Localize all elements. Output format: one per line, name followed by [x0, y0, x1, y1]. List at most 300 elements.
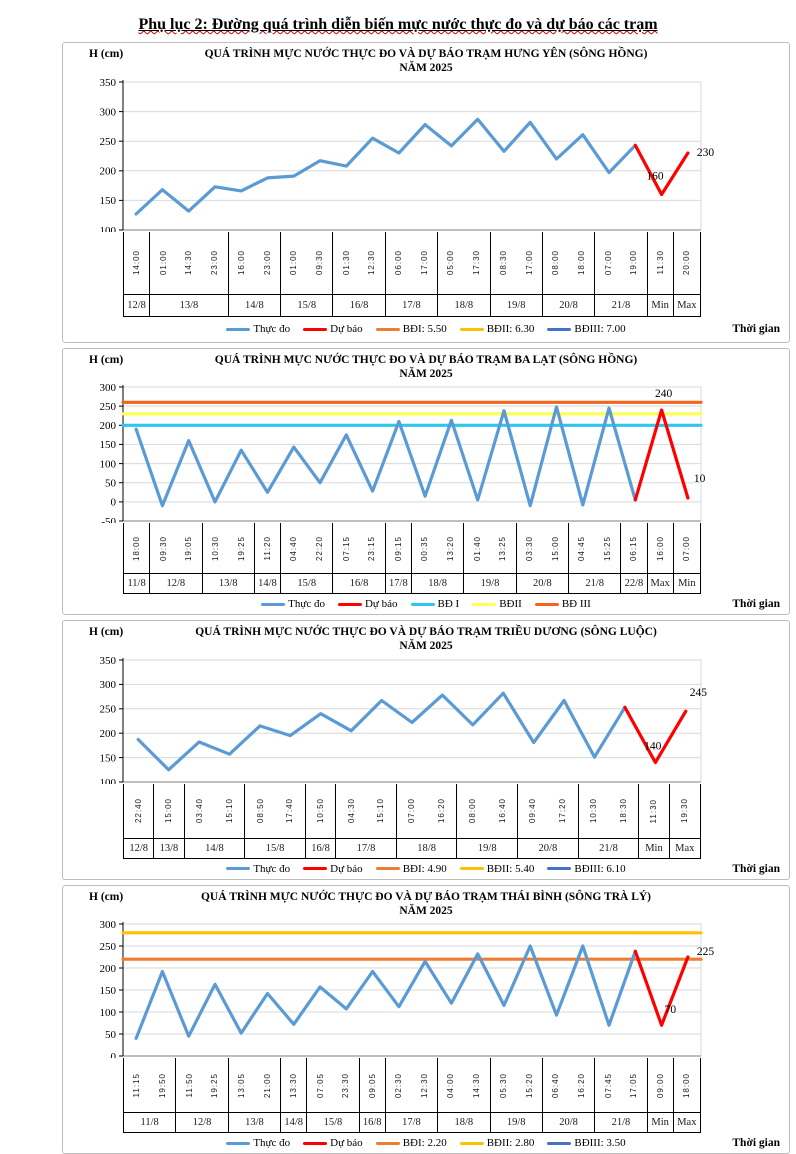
- time-tick-label: 04:30: [346, 798, 356, 824]
- x-axis-group: [307, 1058, 359, 1132]
- time-tick-label: 09:05: [367, 1072, 377, 1098]
- legend-item: BĐII: 5.40: [460, 863, 535, 875]
- time-tick-label: 00:35: [420, 535, 430, 561]
- time-tick-label: 21:00: [262, 1072, 272, 1098]
- date-tick-label: 11/8: [124, 573, 149, 593]
- legend: [63, 859, 789, 879]
- legend: [63, 1133, 789, 1153]
- legend-item: Dự báo: [303, 1137, 363, 1149]
- time-tick-label: 08:30: [498, 250, 508, 276]
- date-tick-label: 17/8: [336, 838, 396, 858]
- y-axis-label: H (cm): [89, 890, 124, 903]
- chart-header: [63, 349, 789, 381]
- date-tick-label: 16/8: [360, 1112, 385, 1132]
- legend-line-swatch: [460, 1142, 484, 1145]
- time-tick-label: 13:20: [445, 535, 455, 561]
- chart-title: QUÁ TRÌNH MỰC NƯỚC THỰC ĐO VÀ DỰ BÁO TRẠM HƯNG YÊN (SÔNG HỒNG): [204, 48, 648, 60]
- y-axis-label: H (cm): [89, 48, 124, 60]
- x-axis-group: [595, 1058, 647, 1132]
- legend-line-swatch: [411, 603, 435, 606]
- x-axis-group: [360, 1058, 386, 1132]
- chart-subtitle: NĂM 2025: [399, 904, 453, 917]
- x-axis-group: [150, 523, 202, 593]
- svg-text:225: 225: [696, 946, 715, 959]
- time-tick-label: 01:00: [158, 250, 168, 276]
- x-axis-group: [124, 232, 150, 316]
- time-tick-label: 17:40: [285, 798, 295, 824]
- svg-text:300: 300: [99, 919, 116, 932]
- svg-text:150: 150: [99, 752, 116, 765]
- time-tick-label: 16:20: [576, 1072, 586, 1098]
- date-tick-label: 13/8: [150, 294, 228, 316]
- time-tick-label: 12:30: [367, 250, 377, 276]
- date-tick-label: 19/8: [464, 573, 515, 593]
- svg-text:150: 150: [99, 439, 116, 452]
- time-tick-label: 01:40: [472, 535, 482, 561]
- legend-items: [226, 863, 625, 875]
- time-tick-label: 13:25: [498, 535, 508, 561]
- time-tick-label: 08:00: [551, 250, 561, 276]
- plot-area: [63, 917, 789, 1058]
- plot-area: [63, 75, 789, 232]
- legend-line-swatch: [376, 1142, 400, 1145]
- date-tick-label: 11/8: [124, 1112, 175, 1132]
- time-tick-label: 11:30: [655, 250, 665, 275]
- time-tick-label: 08:00: [467, 798, 477, 824]
- time-tick-label: 22:40: [134, 798, 144, 824]
- time-tick-label: 07:00: [682, 535, 692, 561]
- date-tick-label: 20/8: [517, 573, 568, 593]
- x-axis-group: [438, 232, 490, 316]
- legend-line-swatch: [226, 328, 250, 331]
- x-axis-group: [674, 1058, 700, 1132]
- x-axis-group: [229, 232, 281, 316]
- legend-line-swatch: [303, 1142, 327, 1145]
- x-axis-group: [464, 523, 516, 593]
- x-axis-group: [674, 232, 700, 316]
- legend-item: BĐ I: [411, 598, 460, 610]
- legend-line-swatch: [376, 867, 400, 870]
- x-axis-group: [648, 1058, 674, 1132]
- time-tick-label: 10:30: [589, 798, 599, 824]
- svg-text:240: 240: [654, 388, 673, 401]
- x-axis-group: [621, 523, 647, 593]
- svg-text:200: 200: [99, 420, 116, 433]
- date-tick-label: 19/8: [491, 294, 542, 316]
- date-tick-label: 14/8: [185, 838, 245, 858]
- chart-header: [63, 43, 789, 75]
- date-tick-label: 12/8: [176, 1112, 227, 1132]
- date-tick-label: Max: [674, 1112, 700, 1132]
- time-tick-label: 22:20: [315, 535, 325, 561]
- date-tick-label: 18/8: [438, 1112, 489, 1132]
- x-axis-group: [670, 784, 700, 858]
- x-axis-group: [306, 784, 336, 858]
- chart-box-3: [62, 620, 790, 880]
- svg-text:0: 0: [110, 1051, 116, 1059]
- date-tick-label: 14/8: [255, 573, 280, 593]
- date-tick-label: 12/8: [124, 838, 153, 858]
- x-axis-group: [124, 784, 154, 858]
- legend-line-swatch: [303, 867, 327, 870]
- time-tick-label: 15:20: [524, 1072, 534, 1098]
- time-tick-label: 15:10: [224, 798, 234, 824]
- time-tick-label: 11:20: [262, 535, 272, 561]
- time-tick-label: 14:00: [132, 250, 142, 276]
- chart-box-1: [62, 42, 790, 343]
- time-tick-label: 07:00: [603, 250, 613, 276]
- time-tick-label: 18:00: [682, 1072, 692, 1098]
- legend-line-swatch: [226, 867, 250, 870]
- x-axis-group: [386, 1058, 438, 1132]
- date-tick-label: 13/8: [203, 573, 254, 593]
- time-tick-label: 09:30: [315, 250, 325, 276]
- svg-text:150: 150: [99, 194, 116, 207]
- charts-container: [0, 42, 796, 1154]
- time-tick-label: 17:05: [629, 1072, 639, 1098]
- x-axis-group: [639, 784, 669, 858]
- date-tick-label: Max: [674, 294, 700, 316]
- svg-text:230: 230: [696, 146, 715, 159]
- x-axis-group: [255, 523, 281, 593]
- legend-line-swatch: [303, 328, 327, 331]
- time-tick-label: 18:30: [618, 798, 628, 824]
- x-axis-group: [124, 1058, 176, 1132]
- date-tick-label: 19/8: [491, 1112, 542, 1132]
- x-axis-group: [229, 1058, 281, 1132]
- time-tick-label: 07:00: [407, 798, 417, 824]
- date-tick-label: 13/8: [154, 838, 183, 858]
- plot-svg: [63, 917, 791, 1058]
- chart-title: QUÁ TRÌNH MỰC NƯỚC THỰC ĐO VÀ DỰ BÁO TRẠM THÁI BÌNH (SÔNG TRÀ LÝ): [200, 890, 652, 903]
- date-tick-label: Min: [674, 573, 700, 593]
- x-axis-group: [517, 523, 569, 593]
- time-tick-label: 15:00: [164, 798, 174, 824]
- time-tick-label: 13:30: [289, 1072, 299, 1098]
- legend-item: BĐI: 2.20: [376, 1137, 447, 1149]
- x-axis-group: [518, 784, 579, 858]
- x-axis-group: [336, 784, 397, 858]
- time-tick-label: 01:30: [341, 250, 351, 276]
- svg-text:160: 160: [646, 170, 664, 183]
- date-tick-label: 18/8: [412, 573, 463, 593]
- legend-item: Thực đo: [226, 863, 290, 875]
- time-tick-label: 04:40: [289, 535, 299, 561]
- time-tick-label: 16:00: [237, 250, 247, 276]
- x-axis-group: [543, 1058, 595, 1132]
- time-tick-label: 19:05: [184, 535, 194, 561]
- svg-text:0: 0: [110, 496, 116, 509]
- time-tick-label: 06:00: [394, 250, 404, 276]
- svg-text:-50: -50: [101, 515, 116, 524]
- svg-text:250: 250: [99, 135, 116, 148]
- x-axis-group: [245, 784, 306, 858]
- svg-text:100: 100: [99, 458, 116, 471]
- legend-line-swatch: [460, 328, 484, 331]
- time-tick-label: 11:30: [649, 798, 659, 823]
- chart-box-4: [62, 885, 790, 1154]
- time-tick-label: 19:50: [158, 1072, 168, 1098]
- time-tick-label: 07:05: [315, 1072, 325, 1098]
- legend-item: Thực đo: [261, 598, 325, 610]
- date-tick-label: Min: [639, 838, 668, 858]
- svg-text:200: 200: [99, 727, 116, 740]
- plot-svg: [63, 75, 791, 232]
- time-tick-label: 10:50: [316, 798, 326, 824]
- svg-text:100: 100: [99, 224, 116, 232]
- legend-line-swatch: [547, 328, 571, 331]
- time-tick-label: 15:10: [376, 798, 386, 824]
- legend-item: Thực đo: [226, 1137, 290, 1149]
- time-tick-label: 19:30: [680, 798, 690, 824]
- x-axis-group: [595, 232, 647, 316]
- date-tick-label: 21/8: [579, 838, 639, 858]
- legend-line-swatch: [547, 1142, 571, 1145]
- date-tick-label: 15/8: [307, 1112, 358, 1132]
- x-axis-group: [397, 784, 458, 858]
- svg-text:350: 350: [99, 76, 116, 89]
- legend-item: Dự báo: [303, 323, 363, 335]
- x-axis: [123, 232, 701, 317]
- date-tick-label: 15/8: [281, 294, 332, 316]
- time-tick-label: 11:15: [132, 1073, 142, 1098]
- legend-item: BĐIII: 7.00: [547, 323, 625, 335]
- chart-title: QUÁ TRÌNH MỰC NƯỚC THỰC ĐO VÀ DỰ BÁO TRẠM BA LẠT (SÔNG HỒNG): [214, 353, 638, 366]
- x-axis-group: [185, 784, 246, 858]
- time-tick-label: 09:00: [655, 1072, 665, 1098]
- time-tick-label: 03:30: [525, 535, 535, 561]
- time-tick-label: 10:30: [210, 535, 220, 561]
- svg-text:200: 200: [99, 165, 116, 178]
- date-tick-label: 19/8: [457, 838, 517, 858]
- time-tick-label: 13:05: [237, 1072, 247, 1098]
- svg-text:250: 250: [99, 941, 116, 954]
- time-tick-label: 14:30: [472, 1072, 482, 1098]
- date-tick-label: 21/8: [595, 1112, 646, 1132]
- time-tick-label: 17:20: [558, 798, 568, 824]
- time-tick-label: 19:00: [629, 250, 639, 276]
- time-tick-label: 06:40: [551, 1072, 561, 1098]
- x-axis-group: [154, 784, 184, 858]
- time-tick-label: 17:00: [524, 250, 534, 276]
- svg-text:10: 10: [693, 473, 706, 486]
- x-axis-group: [648, 523, 674, 593]
- legend-item: Dự báo: [303, 863, 363, 875]
- date-tick-label: Max: [670, 838, 700, 858]
- x-axis-group: [579, 784, 640, 858]
- legend-items: [226, 323, 625, 335]
- x-axis-group: [569, 523, 621, 593]
- y-axis-label: H (cm): [89, 626, 124, 639]
- svg-text:300: 300: [99, 381, 116, 394]
- time-tick-label: 23:30: [341, 1072, 351, 1098]
- legend-items: [226, 1137, 625, 1149]
- time-tick-label: 15:25: [603, 535, 613, 561]
- svg-text:250: 250: [99, 401, 116, 414]
- legend-item: BĐI: 4.90: [376, 863, 447, 875]
- time-tick-label: 09:40: [528, 798, 538, 824]
- legend-item: BĐII: 6.30: [460, 323, 535, 335]
- date-tick-label: 20/8: [543, 1112, 594, 1132]
- legend-item: BĐII: 2.80: [460, 1137, 535, 1149]
- time-tick-label: 01:00: [289, 250, 299, 276]
- legend-line-swatch: [226, 1142, 250, 1145]
- time-tick-label: 03:40: [195, 798, 205, 824]
- date-tick-label: 18/8: [438, 294, 489, 316]
- plot-svg: [63, 653, 791, 784]
- x-axis-group: [457, 784, 518, 858]
- date-tick-label: Max: [648, 573, 673, 593]
- x-axis-group: [543, 232, 595, 316]
- x-axis-title: Thời gian: [732, 323, 780, 336]
- chart-subtitle: NĂM 2025: [399, 367, 453, 380]
- time-tick-label: 16:00: [655, 535, 665, 561]
- x-axis: [123, 784, 701, 859]
- x-axis: [123, 523, 701, 594]
- svg-text:100: 100: [99, 776, 116, 784]
- time-tick-label: 12:30: [419, 1072, 429, 1098]
- time-tick-label: 19:25: [210, 1072, 220, 1098]
- date-tick-label: 17/8: [386, 1112, 437, 1132]
- date-tick-label: 17/8: [386, 573, 411, 593]
- x-axis-group: [124, 523, 150, 593]
- time-tick-label: 18:00: [576, 250, 586, 276]
- time-tick-label: 23:00: [262, 250, 272, 276]
- date-tick-label: 15/8: [281, 573, 332, 593]
- time-tick-label: 14:30: [184, 250, 194, 276]
- x-axis: [123, 1058, 701, 1133]
- date-tick-label: 12/8: [124, 294, 149, 316]
- time-tick-label: 15:00: [550, 535, 560, 561]
- svg-text:140: 140: [644, 740, 662, 753]
- date-tick-label: 18/8: [397, 838, 457, 858]
- date-tick-label: Min: [648, 294, 673, 316]
- chart-subtitle: NĂM 2025: [399, 640, 453, 653]
- legend-line-swatch: [460, 867, 484, 870]
- date-tick-label: 15/8: [245, 838, 305, 858]
- svg-text:300: 300: [99, 105, 116, 118]
- time-tick-label: 02:30: [394, 1072, 404, 1098]
- legend: [63, 317, 789, 342]
- svg-text:245: 245: [689, 686, 708, 699]
- x-axis-group: [281, 232, 333, 316]
- x-axis-group: [648, 232, 674, 316]
- x-axis-group: [281, 523, 333, 593]
- x-axis-title: Thời gian: [732, 1137, 780, 1150]
- x-axis-group: [281, 1058, 307, 1132]
- legend-item: BĐ III: [535, 598, 591, 610]
- legend-line-swatch: [261, 603, 285, 606]
- svg-text:70: 70: [664, 1004, 677, 1017]
- document-page: [0, 16, 796, 1150]
- x-axis-title: Thời gian: [732, 862, 780, 875]
- time-tick-label: 17:30: [472, 250, 482, 276]
- time-tick-label: 09:15: [393, 535, 403, 561]
- time-tick-label: 04:00: [446, 1072, 456, 1098]
- chart-box-2: [62, 348, 790, 616]
- x-axis-title: Thời gian: [732, 598, 780, 611]
- legend-line-swatch: [338, 603, 362, 606]
- date-tick-label: 16/8: [306, 838, 335, 858]
- time-tick-label: 23:00: [210, 250, 220, 276]
- x-axis-group: [386, 523, 412, 593]
- time-tick-label: 16:20: [437, 798, 447, 824]
- time-tick-label: 04:45: [577, 535, 587, 561]
- legend-item: BĐI: 5.50: [376, 323, 447, 335]
- time-tick-label: 08:50: [255, 798, 265, 824]
- chart-header: [63, 621, 789, 653]
- date-tick-label: 21/8: [569, 573, 620, 593]
- x-axis-group: [150, 232, 229, 316]
- time-tick-label: 18:00: [132, 535, 142, 561]
- svg-text:300: 300: [99, 678, 116, 691]
- time-tick-label: 09:30: [158, 535, 168, 561]
- time-tick-label: 06:15: [629, 535, 639, 561]
- date-tick-label: 22/8: [621, 573, 646, 593]
- date-tick-label: 20/8: [543, 294, 594, 316]
- svg-text:350: 350: [99, 654, 116, 667]
- date-tick-label: Min: [648, 1112, 673, 1132]
- x-axis-group: [176, 1058, 228, 1132]
- date-tick-label: 16/8: [333, 294, 384, 316]
- legend: [63, 594, 789, 614]
- time-tick-label: 05:00: [446, 250, 456, 276]
- x-axis-group: [333, 232, 385, 316]
- plot-area: [63, 380, 789, 523]
- date-tick-label: 14/8: [281, 1112, 306, 1132]
- date-tick-label: 16/8: [333, 573, 384, 593]
- page-title: [0, 16, 796, 34]
- x-axis-group: [333, 523, 385, 593]
- legend-line-swatch: [472, 603, 496, 606]
- x-axis-group: [491, 1058, 543, 1132]
- svg-text:250: 250: [99, 703, 116, 716]
- legend-item: BĐII: [472, 598, 522, 610]
- time-tick-label: 19:25: [236, 535, 246, 561]
- time-tick-label: 05:30: [498, 1072, 508, 1098]
- x-axis-group: [386, 232, 438, 316]
- x-axis-group: [674, 523, 700, 593]
- legend-item: Dự báo: [338, 598, 398, 610]
- chart-subtitle: NĂM 2025: [399, 61, 453, 74]
- x-axis-group: [438, 1058, 490, 1132]
- date-tick-label: 17/8: [386, 294, 437, 316]
- legend-item: BĐIII: 3.50: [547, 1137, 625, 1149]
- svg-text:50: 50: [105, 1029, 116, 1042]
- time-tick-label: 11:50: [184, 1073, 194, 1098]
- page-title-text: Phụ lục 2: Đường quá trình diễn biến mực nước thực đo và dự báo các trạm: [138, 16, 658, 33]
- y-axis-label: H (cm): [89, 353, 124, 366]
- date-tick-label: 14/8: [229, 294, 280, 316]
- x-axis-group: [491, 232, 543, 316]
- x-axis-group: [412, 523, 464, 593]
- date-tick-label: 21/8: [595, 294, 646, 316]
- date-tick-label: 13/8: [229, 1112, 280, 1132]
- date-tick-label: 12/8: [150, 573, 201, 593]
- legend-items: [261, 598, 591, 610]
- chart-header: [63, 886, 789, 918]
- svg-text:150: 150: [99, 985, 116, 998]
- svg-text:100: 100: [99, 1007, 116, 1020]
- plot-svg: [63, 380, 791, 523]
- legend-item: Thực đo: [226, 323, 290, 335]
- svg-text:200: 200: [99, 963, 116, 976]
- date-tick-label: 20/8: [518, 838, 578, 858]
- legend-line-swatch: [535, 603, 559, 606]
- legend-line-swatch: [547, 867, 571, 870]
- chart-title: QUÁ TRÌNH MỰC NƯỚC THỰC ĐO VÀ DỰ BÁO TRẠM TRIỀU DƯƠNG (SÔNG LUỘC): [195, 626, 657, 639]
- legend-item: BĐIII: 6.10: [547, 863, 625, 875]
